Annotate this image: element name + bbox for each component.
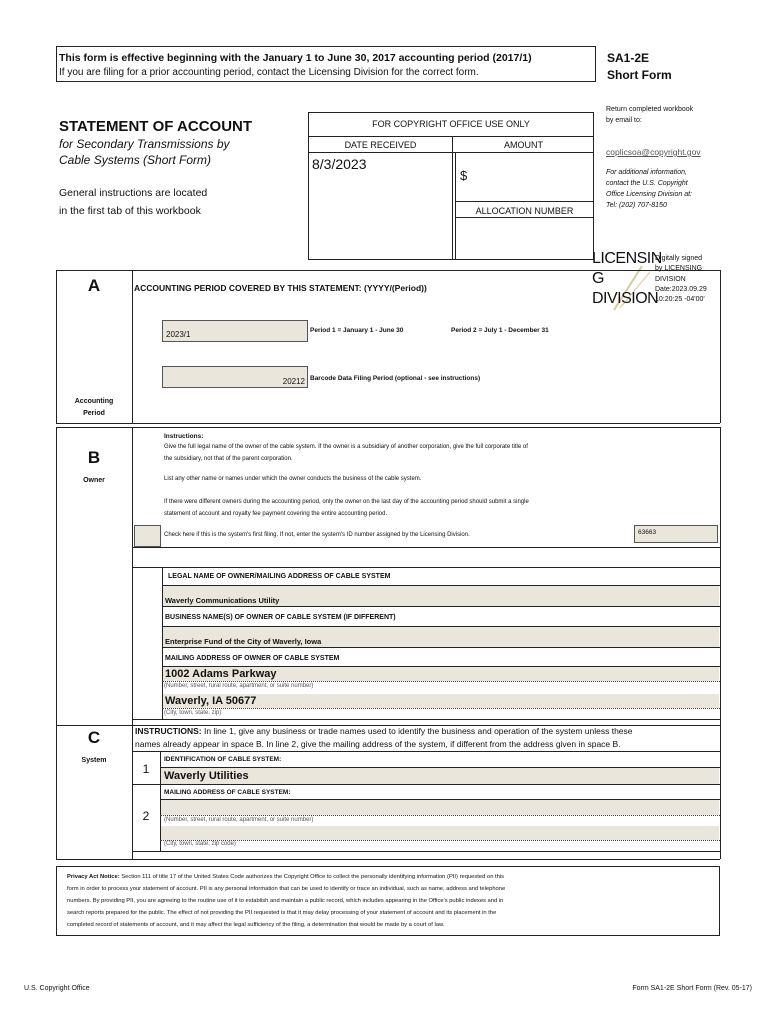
- privacy-text-3: numbers. By providing PII, you are agreeing to the routine use of it to establish and maintain a public record, which includes appearing in the Office's public indexes and in: [67, 898, 504, 904]
- section-a-letter: A: [87, 276, 101, 295]
- first-filing-checkbox[interactable]: [134, 525, 161, 547]
- owner-instructions-3b: statement of account and royalty fee payment covering the entire accounting period.: [164, 511, 388, 517]
- system-instructions-line2: names already appear in space B. In line 2, give the mailing address of the system, if different from the address given in space B.: [135, 739, 621, 749]
- signature-small-4: Date:2023.09.29: [655, 286, 707, 293]
- legal-name-value: Waverly Communications Utility: [165, 596, 280, 605]
- period-1-note: Period 1 = January 1 - June 30: [310, 327, 404, 334]
- legal-name-label: LEGAL NAME OF OWNER/MAILING ADDRESS OF CABLE SYSTEM: [168, 573, 391, 580]
- owner-instructions-3a: If there were different owners during the accounting period, only the owner on the last day of the accounting period should submit a single: [164, 499, 529, 505]
- barcode-period-label: Barcode Data Filing Period (optional - see instructions): [310, 375, 481, 382]
- identification-value: Waverly Utilities: [164, 770, 249, 782]
- system-street-hint: (Number, street, rural route, apartment, or suite number): [164, 817, 314, 823]
- privacy-text-1: Section 111 of title 17 of the United States Code authorizes the Copyright Office to collect the personally identifying information (PII) requested on this: [119, 874, 505, 880]
- date-received-label: DATE RECEIVED: [344, 140, 417, 150]
- barcode-period-input[interactable]: 20212: [162, 366, 308, 388]
- business-name-label: BUSINESS NAME(S) OF OWNER OF CABLE SYSTEM (IF DIFFERENT): [165, 614, 396, 621]
- office-use-heading: FOR COPYRIGHT OFFICE USE ONLY: [372, 119, 530, 129]
- signature-small-5: 10:20:25 -04'00': [655, 296, 705, 303]
- privacy-text-2: form in order to process your statement of account. PII is any personal information that can be used to identify or trace an individual, such as name, address and telephone: [67, 886, 506, 892]
- section-c-letter: C: [87, 728, 101, 747]
- owner-instructions-2: List any other name or names under which the owner conducts the business of the cable system.: [164, 476, 422, 482]
- section-b-letter: B: [87, 448, 101, 467]
- section-b-side: Owner: [83, 477, 105, 484]
- period-2-note: Period 2 = July 1 - December 31: [451, 327, 549, 334]
- footer-form-rev: Form SA1-2E Short Form (Rev. 05-17): [632, 985, 752, 992]
- business-name-value: Enterprise Fund of the City of Waverly, Iowa: [165, 637, 322, 646]
- privacy-text-5: completed record of statements of account, and it may affect the legal sufficiency of the filing, a determination that would be made by a court of law.: [67, 922, 445, 928]
- owner-mailing-label: MAILING ADDRESS OF OWNER OF CABLE SYSTEM: [165, 655, 340, 662]
- contact-line3: Office Licensing Division at:: [606, 191, 692, 198]
- system-instructions: [135, 726, 633, 736]
- amount-symbol: $: [460, 168, 468, 183]
- first-filing-label: Check here if this is the system's first filing. If not, enter the system's ID number assigned by the Licensing Division.: [164, 532, 470, 538]
- office-use-box: [308, 112, 594, 260]
- owner-instructions-heading: Instructions:: [164, 433, 204, 440]
- section-a-heading: ACCOUNTING PERIOD COVERED BY THIS STATEMENT: (YYYY/(Period)): [134, 283, 427, 293]
- return-info-line2: by email to:: [606, 117, 642, 124]
- effective-notice-line2: If you are filing for a prior accounting period, contact the Licensing Division for the correct form.: [59, 67, 479, 78]
- owner-instructions-1b: the subsidiary, not that of the parent corporation.: [164, 456, 293, 462]
- form-code: SA1-2E: [607, 51, 650, 65]
- footer-office: U.S. Copyright Office: [24, 985, 90, 992]
- signature-big-line1: LICENSIN: [592, 250, 662, 267]
- owner-street-hint: (Number, street, rural route, apartment, or suite number): [164, 683, 314, 689]
- privacy-notice-title: Privacy Act Notice:: [67, 874, 120, 880]
- general-instructions-2: in the first tab of this workbook: [59, 205, 201, 217]
- owner-city-input[interactable]: [163, 694, 719, 708]
- system-city-input[interactable]: [161, 826, 719, 840]
- signature-small-3: DIVISION: [655, 276, 686, 283]
- privacy-line1: [67, 874, 504, 880]
- return-info-line1: Return completed workbook: [606, 106, 694, 113]
- signature-small-2: by LICENSING: [655, 265, 703, 272]
- title-sub1: for Secondary Transmissions by: [59, 137, 230, 151]
- identification-input[interactable]: [161, 768, 719, 784]
- general-instructions-1: General instructions are located: [59, 187, 208, 199]
- system-city-hint: (City, town, state, zip code): [164, 841, 236, 847]
- contact-line1: For additional information,: [606, 169, 687, 176]
- system-instructions-rest: In line 1, give any business or trade names used to identify the business and operation of the system unless these: [201, 726, 633, 736]
- form-name: Short Form: [607, 68, 672, 82]
- system-instructions-bold: INSTRUCTIONS:: [135, 726, 202, 736]
- legal-name-input[interactable]: [163, 586, 719, 606]
- owner-city-hint: (City, town, state, zip): [164, 710, 222, 716]
- effective-notice-line1: This form is effective beginning with the January 1 to June 30, 2017 accounting period (2017/1): [59, 52, 532, 64]
- system-line-2-number: 2: [142, 809, 150, 823]
- contact-line4: Tel: (202) 707-8150: [606, 202, 667, 209]
- owner-city-value: Waverly, IA 50677: [165, 695, 257, 707]
- privacy-text-4: search reports prepared for the public. The effect of not providing the PII requested is that it may delay processing of your statement of account and its placement in the: [67, 910, 497, 916]
- title-sub2: Cable Systems (Short Form): [59, 153, 212, 167]
- section-c-side: System: [81, 757, 107, 764]
- business-name-input[interactable]: [163, 627, 719, 647]
- allocation-number-label: ALLOCATION NUMBER: [475, 206, 574, 216]
- system-line-1-number: 1: [142, 762, 150, 776]
- signature-small-1: Digitally signed: [655, 255, 703, 262]
- section-a-side-2: Period: [83, 410, 105, 417]
- system-street-input[interactable]: [161, 800, 719, 815]
- return-email-link[interactable]: coplicsoa@copyright.gov: [606, 147, 701, 157]
- identification-label: IDENTIFICATION OF CABLE SYSTEM:: [164, 756, 282, 763]
- signature-big-line3: DIVISION: [592, 290, 659, 307]
- contact-line2: contact the U.S. Copyright: [606, 180, 688, 187]
- amount-label: AMOUNT: [504, 140, 543, 150]
- owner-street-value: 1002 Adams Parkway: [165, 668, 277, 680]
- accounting-period-input[interactable]: 2023/1: [162, 320, 308, 342]
- date-received-value: 8/3/2023: [312, 156, 367, 172]
- signature-big-line2: G: [592, 270, 605, 287]
- page-title: STATEMENT OF ACCOUNT: [59, 118, 253, 135]
- system-mailing-label: MAILING ADDRESS OF CABLE SYSTEM:: [164, 789, 291, 796]
- section-a-side-1: Accounting: [74, 398, 114, 405]
- system-id-input[interactable]: 63663: [634, 525, 718, 543]
- owner-street-input[interactable]: [163, 667, 719, 681]
- owner-instructions-1a: Give the full legal name of the owner of the cable system. If the owner is a subsidiary of another corporation, give the full corporate title of: [164, 444, 528, 450]
